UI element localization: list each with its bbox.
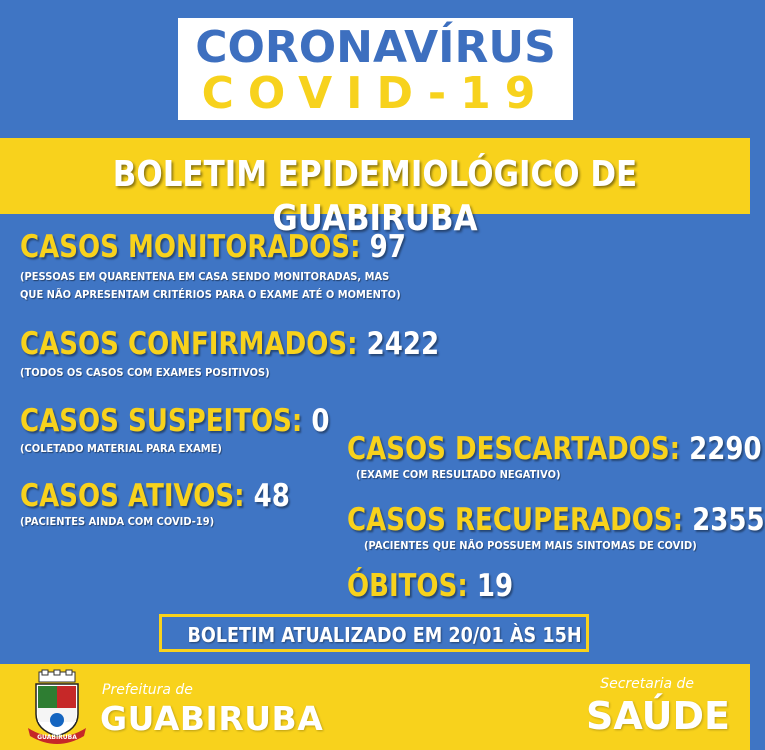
stat-confirmados (20, 326, 439, 362)
secretaria-name: SAÚDE (586, 694, 730, 738)
stat-value: 48 (253, 478, 290, 514)
title-box (178, 18, 573, 120)
note-monitorados-line1: (PESSOAS EM QUARENTENA EM CASA SENDO MONITORADAS, MAS (20, 270, 390, 283)
secretaria-label: Secretaria de (600, 676, 694, 692)
crest-ribbon-text: GUABIRUBA (37, 734, 77, 741)
stat-ativos (20, 478, 290, 514)
stat-suspeitos (20, 403, 329, 439)
prefeitura-name: GUABIRUBA (100, 699, 324, 738)
stat-label: CASOS ATIVOS: (20, 478, 245, 514)
title-coronavirus: CORONAVÍRUS (195, 22, 556, 73)
stat-value: 2355 (692, 502, 765, 538)
stat-obitos (347, 568, 513, 604)
stat-value: 2290 (689, 431, 762, 467)
title-covid-19: COVID-19 (201, 68, 550, 119)
note-descartados: (EXAME COM RESULTADO NEGATIVO) (356, 468, 561, 481)
updated-text: BOLETIM ATUALIZADO EM 20/01 ÀS 15H (187, 623, 582, 647)
note-recuperados: (PACIENTES QUE NÃO POSSUEM MAIS SINTOMAS DE COVID) (364, 539, 697, 552)
stat-label: CASOS SUSPEITOS: (20, 403, 303, 439)
prefeitura-label: Prefeitura de (102, 682, 193, 698)
stat-label: CASOS CONFIRMADOS: (20, 326, 358, 362)
stat-descartados (347, 431, 762, 467)
stat-label: CASOS RECUPERADOS: (347, 502, 684, 538)
note-suspeitos: (COLETADO MATERIAL PARA EXAME) (20, 442, 222, 455)
stat-recuperados (347, 502, 765, 538)
note-ativos: (PACIENTES AINDA COM COVID-19) (20, 515, 215, 528)
bulletin-title: BOLETIM EPIDEMIOLÓGICO DE GUABIRUBA (112, 154, 638, 239)
footer (0, 664, 750, 750)
stat-label: CASOS MONITORADOS: (20, 229, 361, 265)
updated-box (159, 614, 589, 652)
stat-value: 0 (311, 403, 330, 439)
stat-value: 97 (369, 229, 406, 265)
stat-label: ÓBITOS: (347, 568, 468, 604)
stat-value: 19 (476, 568, 514, 604)
stat-monitorados (20, 229, 406, 265)
note-monitorados-line2: QUE NÃO APRESENTAM CRITÉRIOS PARA O EXAME ATÉ O MOMENTO) (20, 288, 401, 301)
stat-label: CASOS DESCARTADOS: (347, 431, 681, 467)
bulletin-banner (0, 138, 750, 239)
stat-value: 2422 (366, 326, 440, 362)
note-confirmados: (TODOS OS CASOS COM EXAMES POSITIVOS) (20, 366, 270, 379)
